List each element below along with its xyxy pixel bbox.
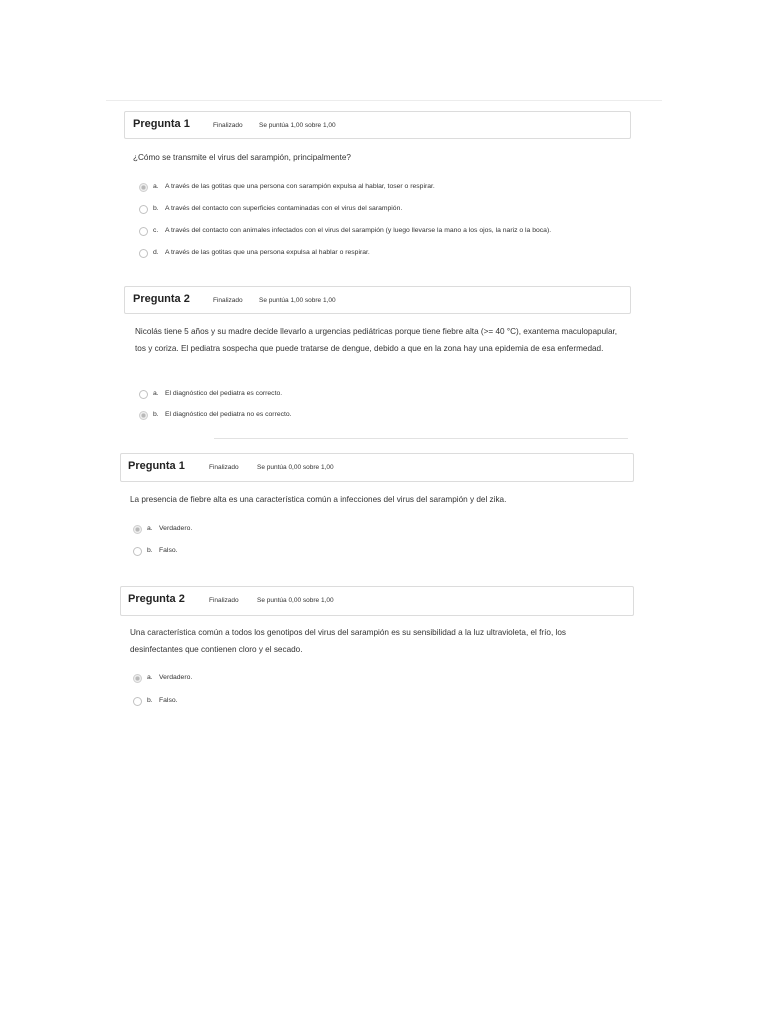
- answer-option-a[interactable]: [133, 523, 333, 537]
- attempt-divider: [214, 438, 628, 439]
- answer-option-b[interactable]: [133, 545, 333, 559]
- question-text: La presencia de fiebre alta es una característica común a infecciones del virus del sarampión y del zika.: [130, 495, 507, 504]
- answer-letter: b.: [147, 547, 153, 554]
- answer-letter: b.: [147, 697, 153, 704]
- answer-letter: a.: [153, 183, 159, 190]
- answer-text: A través del contacto con superficies contaminadas con el virus del sarampión.: [165, 205, 403, 212]
- radio-unselected[interactable]: [139, 227, 148, 236]
- answer-letter: b.: [153, 411, 159, 418]
- answer-option-b[interactable]: [139, 409, 619, 423]
- answer-text: Verdadero.: [159, 674, 193, 681]
- answer-text: El diagnóstico del pediatra es correcto.: [165, 390, 283, 397]
- answer-letter: a.: [153, 390, 159, 397]
- question-text: Una característica común a todos los genotipos del virus del sarampión es su sensibilidad a la luz ultravioleta, el frío, los desinfectantes que contienen cloro y el secado.: [130, 628, 566, 654]
- answer-text: El diagnóstico del pediatra no es correcto.: [165, 411, 292, 418]
- radio-selected[interactable]: [139, 411, 148, 420]
- radio-selected[interactable]: [139, 183, 148, 192]
- answer-option-b[interactable]: [133, 695, 333, 709]
- question-header: [124, 286, 631, 314]
- answer-text: A través del contacto con animales infectados con el virus del sarampión (y luego llevarse la mano a los ojos, la nariz o la boca).: [165, 227, 552, 234]
- question-grade: Se puntúa 1,00 sobre 1,00: [259, 297, 336, 304]
- radio-selected[interactable]: [133, 674, 142, 683]
- answer-letter: d.: [153, 249, 159, 256]
- answer-letter: c.: [153, 227, 159, 234]
- radio-unselected[interactable]: [139, 205, 148, 214]
- question-state: Finalizado: [213, 297, 243, 304]
- radio-unselected[interactable]: [139, 390, 148, 399]
- question-number: Pregunta 2: [128, 593, 185, 605]
- question-text: Nicolás tiene 5 años y su madre decide llevarlo a urgencias pediátricas porque tiene fiebre alta (>= 40 °C), exantema maculopapular, tos y coriza. El pediatra sospecha que puede tratarse de dengue, debido a que en la zona hay una epidemia de esa enfermedad.: [135, 327, 618, 353]
- answer-text: A través de las gotitas que una persona expulsa al hablar o respirar.: [165, 249, 370, 256]
- answer-option-d[interactable]: [139, 247, 619, 261]
- question-header: [120, 586, 634, 616]
- answer-text: Verdadero.: [159, 525, 193, 532]
- question-state: Finalizado: [209, 597, 239, 604]
- answer-letter: a.: [147, 674, 153, 681]
- question-header: [124, 111, 631, 139]
- answer-letter: a.: [147, 525, 153, 532]
- question-number: Pregunta 1: [133, 118, 190, 130]
- radio-unselected[interactable]: [139, 249, 148, 258]
- question-state: Finalizado: [209, 464, 239, 471]
- question-state: Finalizado: [213, 122, 243, 129]
- answer-text: Falso.: [159, 697, 178, 704]
- radio-unselected[interactable]: [133, 547, 142, 556]
- question-grade: Se puntúa 1,00 sobre 1,00: [259, 122, 336, 129]
- answer-option-a[interactable]: [139, 388, 619, 402]
- answer-option-c[interactable]: [139, 225, 619, 239]
- question-number: Pregunta 1: [128, 460, 185, 472]
- answer-text: Falso.: [159, 547, 178, 554]
- question-grade: Se puntúa 0,00 sobre 1,00: [257, 597, 334, 604]
- question-header: [120, 453, 634, 482]
- answer-letter: b.: [153, 205, 159, 212]
- answer-option-a[interactable]: [139, 181, 619, 195]
- answer-text: A través de las gotitas que una persona con sarampión expulsa al hablar, toser o respirar.: [165, 183, 435, 190]
- answer-option-b[interactable]: [139, 203, 619, 217]
- answer-option-a[interactable]: [133, 672, 333, 686]
- question-grade: Se puntúa 0,00 sobre 1,00: [257, 464, 334, 471]
- radio-selected[interactable]: [133, 525, 142, 534]
- top-divider: [106, 100, 662, 101]
- question-text: ¿Cómo se transmite el virus del sarampión, principalmente?: [133, 153, 351, 162]
- question-number: Pregunta 2: [133, 293, 190, 305]
- radio-unselected[interactable]: [133, 697, 142, 706]
